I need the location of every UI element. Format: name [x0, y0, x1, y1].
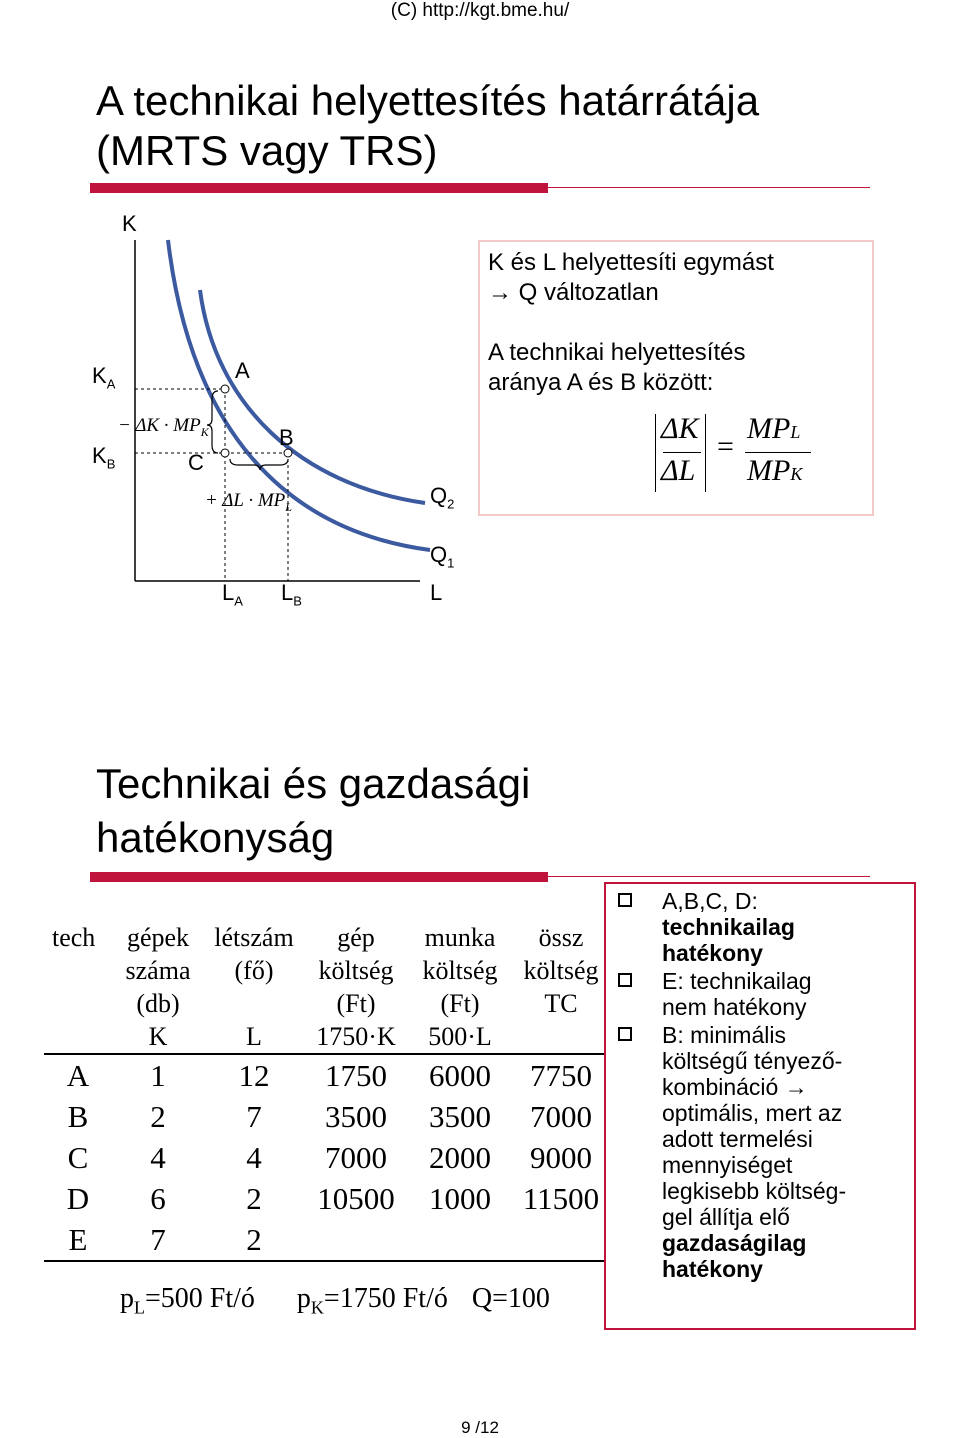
slide-title-line1: A technikai helyettesítés határrátája — [96, 77, 760, 124]
slide-title-line2: (MRTS vagy TRS) — [96, 127, 438, 174]
row-b-total-cost: 7000 — [530, 1099, 592, 1134]
col-header-labor-cost: munka költség (Ft) 500·L — [422, 923, 498, 1051]
title2-accent-bar — [90, 872, 548, 882]
efficiency-notes-box: A,B,C, D: technikailag hatékony E: technikailag nem hatékony B: minimális költségű tényező- kombináció → optimális, mert az adott termelési mennyiséget legkisebb költség- gel állítja elő gazdaságilag hatékony — [604, 882, 916, 1330]
square-bullet-icon — [618, 973, 632, 987]
row-c-l: 4 — [246, 1140, 262, 1175]
box-line4: aránya A és B között: — [488, 369, 714, 396]
row-b-k: 2 — [150, 1099, 166, 1134]
isoquant-q2 — [200, 290, 425, 503]
row-b-labor-cost: 3500 — [429, 1099, 491, 1134]
row-a-l: 12 — [238, 1058, 270, 1093]
axis-label-l: L — [430, 580, 443, 605]
row-a-tech: A — [66, 1058, 90, 1093]
mrts-formula — [655, 412, 865, 492]
box-line1: K és L helyettesíti egymást — [488, 249, 774, 276]
label-la: $L_A$ — [222, 580, 243, 609]
row-e-machine-cost — [304, 1219, 408, 1261]
formula-mpl: MPL — [747, 412, 801, 445]
row-a-k: 1 — [150, 1058, 166, 1093]
cost-table — [44, 921, 610, 1262]
header-url: (C) http://kgt.bme.hu/ — [390, 0, 570, 21]
title-accent-line — [548, 187, 870, 188]
formula-mpk: MPK — [747, 454, 803, 487]
formula-frac-left — [663, 452, 701, 453]
page-number: 9 /12 — [461, 1418, 499, 1437]
table-row — [44, 1054, 610, 1096]
row-e-labor-cost — [408, 1219, 512, 1261]
formula-frac-right — [745, 452, 811, 453]
label-kb: $K_B$ — [92, 443, 116, 472]
square-bullet-icon — [618, 1027, 632, 1041]
slide-mrts — [0, 25, 960, 705]
formula-dk: ΔK — [661, 412, 699, 445]
abs-bar-left — [655, 414, 656, 492]
row-d-k: 6 — [150, 1181, 166, 1216]
point-c — [221, 449, 229, 457]
abs-bar-right — [705, 414, 706, 492]
title2-accent-line — [548, 876, 870, 877]
table-row — [44, 1219, 610, 1261]
col-header-l: létszám (fő) L — [214, 923, 294, 1051]
box-line2: → Q változatlan — [488, 279, 659, 306]
row-d-machine-cost: 10500 — [317, 1181, 395, 1216]
table-row — [44, 1137, 610, 1178]
row-a-total-cost: 7750 — [530, 1058, 592, 1093]
col-header-total-cost: össz költség TC — [523, 923, 599, 1018]
col-header-k: gépek száma (db) K — [125, 923, 191, 1051]
table-row — [44, 1178, 610, 1219]
square-bullet-icon — [618, 893, 632, 907]
row-e-tech: E — [68, 1222, 88, 1257]
row-c-machine-cost: 7000 — [325, 1140, 387, 1175]
formula-eq: = — [717, 430, 734, 463]
row-d-total-cost: 11500 — [522, 1181, 600, 1216]
col-header-machine-cost: gép költség (Ft) 1750·K — [316, 923, 396, 1051]
point-a — [221, 385, 229, 393]
row-d-l: 2 — [246, 1181, 262, 1216]
row-e-l: 2 — [246, 1222, 262, 1257]
table-header-row — [44, 921, 610, 1054]
row-c-k: 4 — [150, 1140, 166, 1175]
row-b-machine-cost: 3500 — [325, 1099, 387, 1134]
label-q2: $Q_2$ — [430, 483, 455, 512]
row-c-total-cost: 9000 — [530, 1140, 592, 1175]
row-a-machine-cost: 1750 — [325, 1058, 387, 1093]
point-c-label: C — [188, 450, 204, 475]
box-line3: A technikai helyettesítés — [488, 339, 746, 366]
annot-delta-l: + $\Delta L \cdot MP_L$ — [205, 490, 292, 514]
table-row — [44, 1096, 610, 1137]
row-c-labor-cost: 2000 — [429, 1140, 491, 1175]
row-d-labor-cost: 1000 — [429, 1181, 491, 1216]
row-c-tech: C — [67, 1140, 89, 1175]
row-a-labor-cost: 6000 — [429, 1058, 491, 1093]
slide2-title-line1: Technikai és gazdasági — [96, 760, 531, 807]
price-info: $p_L=500$ Ft/ó $p_K=1750$ Ft/ó Q=100 — [120, 1283, 550, 1318]
point-a-label: A — [235, 358, 250, 383]
label-q1: $Q_1$ — [430, 542, 455, 571]
axis-label-k: K — [122, 211, 137, 236]
point-b-label: B — [279, 425, 294, 450]
row-d-tech: D — [66, 1181, 90, 1216]
row-b-l: 7 — [246, 1099, 262, 1134]
isoquant-graph — [0, 25, 480, 625]
row-e-total-cost — [512, 1219, 610, 1261]
explanation-box — [478, 240, 874, 516]
row-b-tech: B — [67, 1099, 89, 1134]
col-header-tech: tech — [52, 923, 96, 952]
row-e-k: 7 — [150, 1222, 166, 1257]
slide2-title-line2: hatékonyság — [96, 814, 335, 861]
label-lb: $L_B$ — [281, 580, 302, 609]
annot-delta-k: − $\Delta K \cdot MP_K$ — [118, 415, 209, 439]
label-ka: $K_A$ — [92, 363, 116, 392]
formula-dl: ΔL — [661, 454, 696, 487]
